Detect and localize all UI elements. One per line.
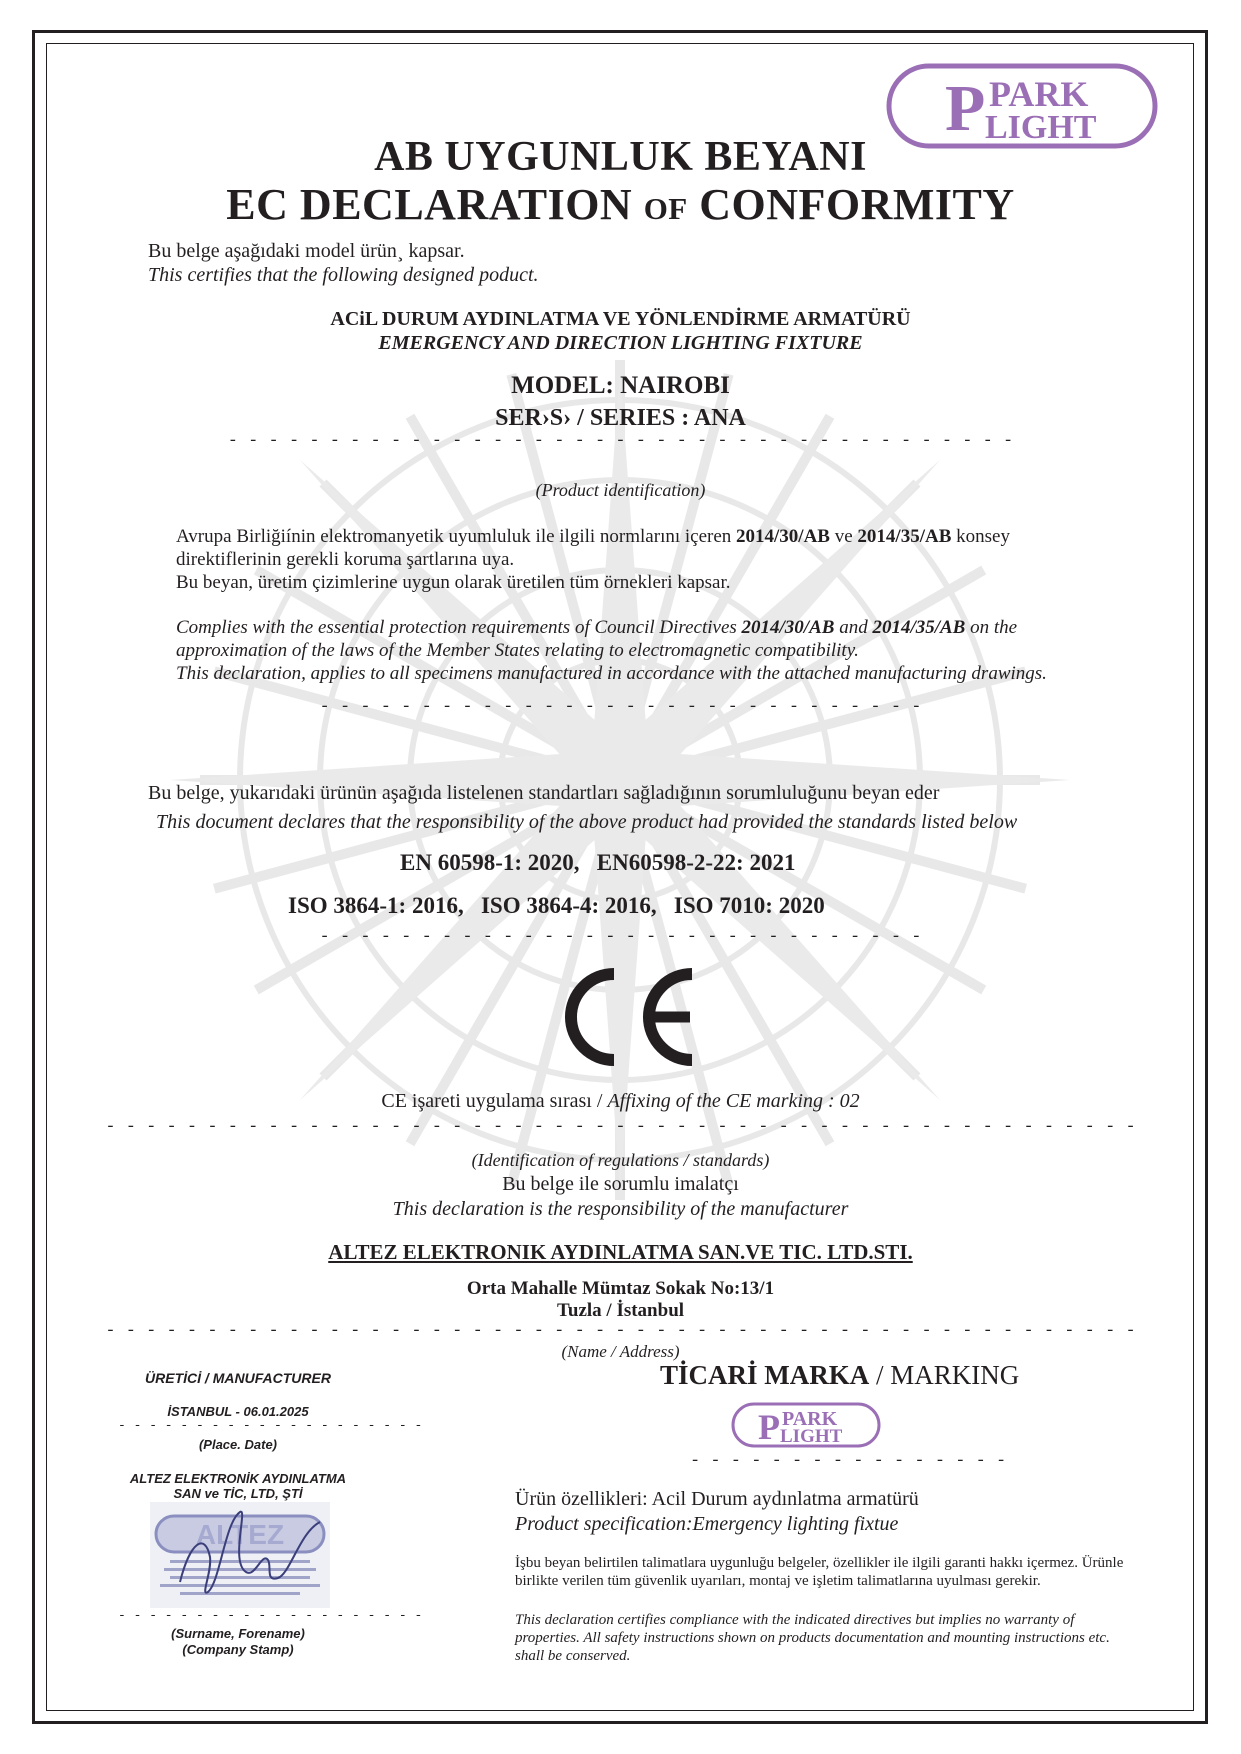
divider-dashes: - - - - - - - - - - - - - - - - [690, 1452, 1007, 1471]
product-spec-english: Product specification:Emergency lighting fixtue [515, 1513, 899, 1535]
intro-turkish: Bu belge aşağıdaki model ürün¸ kapsar. [148, 240, 465, 262]
trademark-label: TİCARİ MARKA / MARKING [660, 1360, 1020, 1390]
logo-word-park: PARK [989, 74, 1089, 114]
directive-paragraph-english: Complies with the essential protection requirements of Council Directives 2014/30/AB and 2014/35/AB on the approximation of the laws of the Member States relating to electromagnetic compatibility. This declaration, applies to all specimens manufactured in accordance with the attached manufacturing drawings. [176, 617, 1047, 684]
product-spec-turkish: Ürün özellikleri: Acil Durum aydınlatma armatürü [515, 1488, 919, 1510]
svg-text:P: P [945, 72, 986, 145]
manufacturer-resp-turkish: Bu belge ile sorumlu imalatçı [502, 1173, 739, 1195]
divider-dashes: - - - - - - - - - - - - - - - - - - - - [118, 1418, 423, 1433]
disclaimer-turkish: İşbu beyan belirtilen talimatlara uygunluğu belgeler, özellikler ile ilgili garanti hakkı içermez. Ürünle birlikte verilen tüm güvenlik uyarıları, montaj ve işletim talimatlarına uyulması gerekir. [515, 1555, 1124, 1589]
divider-dashes: - - - - - - - - - - - - - - - - - - - - - - - - - - - - - - [319, 698, 922, 717]
stamp-caption: (Company Stamp) [182, 1642, 294, 1657]
divider-dashes: - - - - - - - - - - - - - - - - - - - - - - - - - - - - - - - - - - - - - - - [227, 432, 1014, 451]
directive-paragraph-turkish: Avrupa Birliğiínin elektromanyetik uyumluluk ile ilgili normlarını içeren 2014/30/AB ve 2014/35/AB konsey direktiflerinin gerekli koruma şartlarına uya. Bu beyan, üretim çizimlerine uygun olarak üretilen tüm örnekleri kapsar. [176, 526, 1010, 593]
title-english: EC DECLARATION of CONFORMITY [226, 180, 1015, 229]
logo-word-light: LIGHT [985, 109, 1097, 146]
standards-line-en: EN 60598-1: 2020, EN60598-2-22: 2021 [400, 850, 796, 875]
standards-intro-turkish: Bu belge, yukarıdaki ürünün aşağıda listelenen standartları sağladığının sorumluluğunu beyan eder [148, 782, 940, 804]
manufacturer-address-line2: Tuzla / İstanbul [556, 1300, 685, 1321]
ce-affixing-text: CE işareti uygulama sırası / Affixing of the CE marking : 02 [381, 1090, 860, 1112]
product-name-english: EMERGENCY AND DIRECTION LIGHTING FIXTURE [378, 332, 863, 354]
left-company-line1: ALTEZ ELEKTRONİK AYDINLATMA [129, 1471, 347, 1486]
small-logo-word-park: PARK [782, 1408, 838, 1430]
park-light-small-logo [730, 1401, 882, 1449]
divider-dashes: - - - - - - - - - - - - - - - - - - - - - - - - - - - - - - - - - - - - - - - - - - - - - - - - - - - [105, 1322, 1136, 1341]
product-caption: (Product identification) [535, 480, 706, 500]
divider-dashes: - - - - - - - - - - - - - - - - - - - - - - - - - - - - - - - - - - - - - - - - - - - - - - - - - - - [105, 1118, 1136, 1137]
standards-line-iso: ISO 3864-1: 2016, ISO 3864-4: 2016, ISO 7010: 2020 [288, 893, 825, 918]
manufacturer-label: ÜRETİCİ / MANUFACTURER [145, 1370, 331, 1386]
manufacturer-company: ALTEZ ELEKTRONIK AYDINLATMA SAN.VE TIC. LTD.STI. [328, 1240, 913, 1264]
stamp-word: ALTEZ [195, 1519, 285, 1550]
intro-english: This certifies that the following designed poduct. [148, 264, 539, 286]
product-name-turkish: ACiL DURUM AYDINLATMA VE YÖNLENDİRME ARMATÜRÜ [330, 308, 911, 330]
manufacturer-resp-english: This declaration is the responsibility of the manufacturer [392, 1198, 849, 1220]
company-stamp [150, 1502, 330, 1608]
divider-dashes: - - - - - - - - - - - - - - - - - - - - - - - - - - - - - - [319, 928, 922, 947]
manufacturer-address-line1: Orta Mahalle Mümtaz Sokak No:13/1 [466, 1278, 775, 1299]
place-date-caption: (Place. Date) [198, 1437, 278, 1452]
name-address-caption: (Name / Address) [561, 1342, 680, 1361]
signature-caption: (Surname, Forename) [171, 1626, 305, 1641]
disclaimer-english: This declaration certifies compliance with the indicated directives but implies no warranty of properties. All safety instructions shown on products documentation and mounting instructions etc. shall be conserved. [515, 1612, 1110, 1664]
left-company-line2: SAN ve TİC, LTD, ŞTİ [173, 1486, 303, 1501]
ce-marking-icon [552, 962, 702, 1072]
svg-text:P: P [758, 1407, 780, 1447]
divider-dashes: - - - - - - - - - - - - - - - - - - - - [118, 1608, 423, 1623]
title-turkish: AB UYGUNLUK BEYANI [374, 134, 867, 180]
product-series: SER›S› / SERIES : ANA [495, 405, 746, 431]
small-logo-word-light: LIGHT [780, 1426, 843, 1447]
product-model: MODEL: NAIROBI [511, 372, 730, 399]
standards-intro-english: This document declares that the responsibility of the above product had provided the standards listed below [156, 811, 1018, 833]
place-date: İSTANBUL - 06.01.2025 [167, 1404, 309, 1419]
regulations-caption: (Identification of regulations / standards) [471, 1150, 770, 1170]
